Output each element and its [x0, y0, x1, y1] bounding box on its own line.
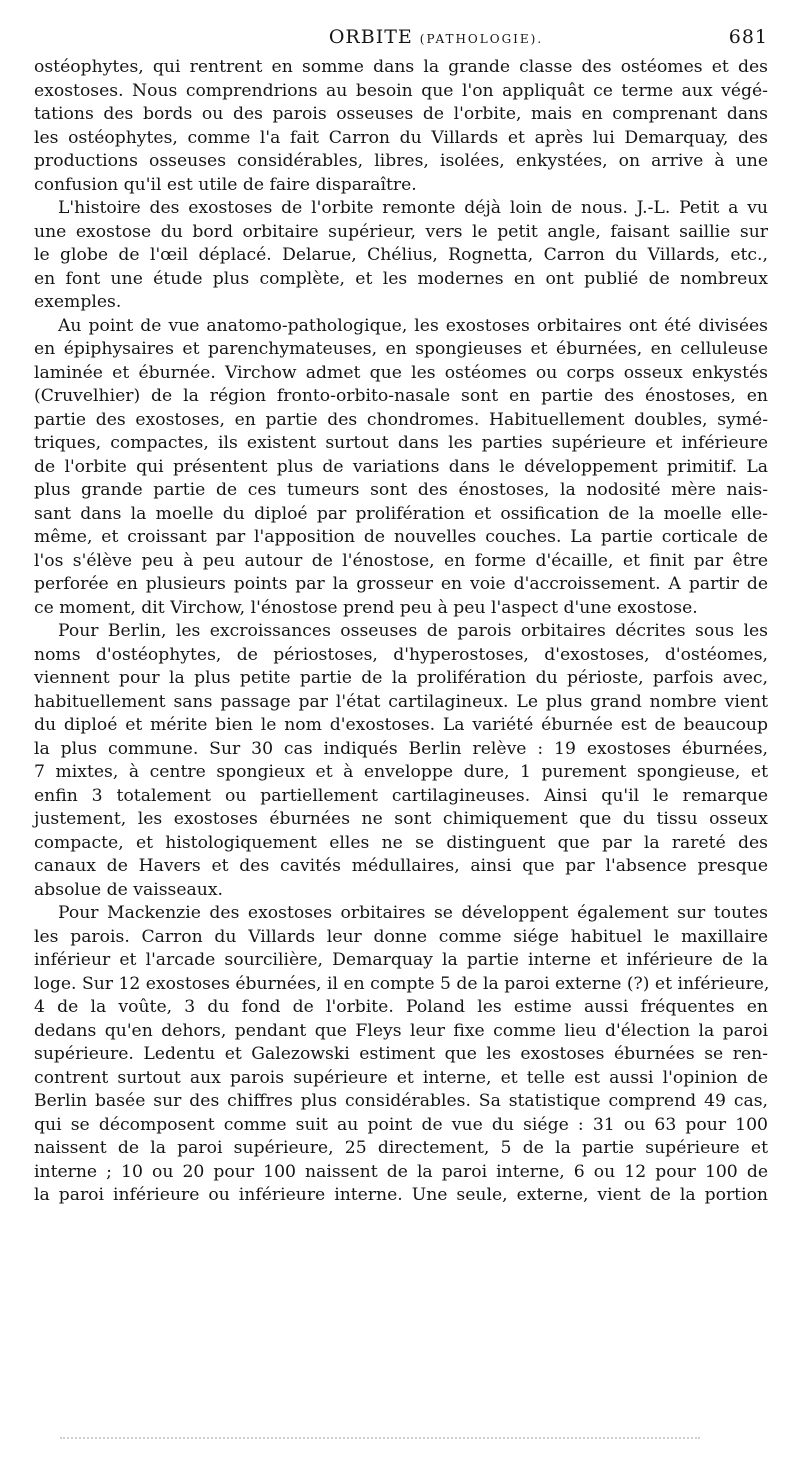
- text-line: inférieur et l'arcade sourcilière, Demarquay la partie interne et inférieure de la: [34, 950, 768, 970]
- text-line: Berlin basée sur des chiffres plus considérables. Sa statistique comprend 49 cas,: [34, 1091, 768, 1111]
- text-line: exemples.: [34, 292, 122, 312]
- text-line: de l'orbite qui présentent plus de variations dans le développement primitif. La: [34, 456, 768, 477]
- text-line: supérieure. Ledentu et Galezowski estiment que les exostoses éburnées se ren-: [34, 1044, 768, 1064]
- text-line: ostéophytes, qui rentrent en somme dans la grande classe des ostéomes et des: [34, 57, 768, 77]
- bottom-margin-specks: [60, 1437, 700, 1442]
- text-line: habituellement sans passage par l'état cartilagineux. Le plus grand nombre vient: [34, 691, 768, 712]
- text-line: loge. Sur 12 exostoses éburnées, il en compte 5 de la paroi externe (?) et inférieure,: [34, 973, 770, 994]
- running-title: [34, 26, 768, 48]
- paragraph-first-line: Pour Berlin, les excroissances osseuses de parois orbitaires décrites sous les: [58, 621, 768, 641]
- text-line: laminée et éburnée. Virchow admet que les ostéomes ou corps osseux enkystés: [34, 362, 768, 383]
- text-line: noms d'ostéophytes, de périostoses, d'hyperostoses, d'exostoses, d'ostéomes,: [34, 644, 768, 665]
- text-line: les parois. Carron du Villards leur donne comme siége habituel le maxillaire: [34, 926, 768, 947]
- text-line: la plus commune. Sur 30 cas indiqués Berlin relève : 19 exostoses éburnées,: [34, 738, 768, 759]
- text-line: ce moment, dit Virchow, l'énostose prend peu à peu l'aspect d'une exostose.: [34, 597, 698, 618]
- text-line: même, et croissant par l'apposition de nouvelles couches. La partie corticale de: [34, 527, 768, 547]
- page-number: 681: [728, 26, 768, 48]
- text-line: du diploé et mérite bien le nom d'exostoses. La variété éburnée est de beaucoup: [34, 715, 768, 735]
- text-line: dedans qu'en dehors, pendant que Fleys leur fixe comme lieu d'élection la paroi: [34, 1020, 768, 1041]
- text-line: 4 de la voûte, 3 du fond de l'orbite. Poland les estime aussi fréquentes en: [34, 997, 768, 1017]
- text-line: triques, compactes, ils existent surtout dans les parties supérieure et inférieure: [34, 433, 768, 453]
- text-line: absolue de vaisseaux.: [34, 879, 223, 900]
- text-line: les ostéophytes, comme l'a fait Carron du Villards et après lui Demarquay, des: [34, 127, 768, 148]
- text-line: une exostose du bord orbitaire supérieur, vers le petit angle, faisant saillie sur: [34, 221, 768, 242]
- text-line: 7 mixtes, à centre spongieux et à enveloppe dure, 1 purement spongieuse, et: [34, 762, 768, 782]
- text-line: viennent pour la plus petite partie de la prolifération du périoste, parfois avec,: [34, 668, 768, 688]
- chapter-title: ORBITE: [328, 26, 413, 48]
- text-line: plus grande partie de ces tumeurs sont des énostoses, la nodosité mère nais-: [34, 480, 768, 500]
- text-line: exostoses. Nous comprendrions au besoin que l'on appliquât ce terme aux végé-: [34, 80, 768, 101]
- paragraph-first-line: L'histoire des exostoses de l'orbite remonte déjà loin de nous. J.-L. Petit a vu: [58, 198, 768, 218]
- text-line: confusion qu'il est utile de faire disparaître.: [34, 174, 417, 195]
- text-line: compacte, et histologiquement elles ne se distinguent que par la rareté des: [34, 832, 768, 853]
- text-line: partie des exostoses, en partie des chondromes. Habituellement doubles, symé-: [34, 409, 768, 430]
- text-line: (Cruvelhier) de la région fronto-orbito-nasale sont en partie des énostoses, en: [34, 386, 768, 406]
- text-line: justement, les exostoses éburnées ne sont chimiquement que du tissu osseux: [34, 809, 768, 829]
- text-line: contrent surtout aux parois supérieure et interne, et telle est aussi l'opinion de: [34, 1067, 768, 1088]
- chapter-subtitle: (PATHOLOGIE).: [419, 32, 544, 46]
- text-line: interne ; 10 ou 20 pour 100 naissent de la paroi interne, 6 ou 12 pour 100 de: [34, 1161, 768, 1182]
- text-line: en épiphysaires et parenchymateuses, en spongieuses et éburnées, en celluleuse: [34, 339, 768, 359]
- text-line: l'os s'élève peu à peu autour de l'énostose, en forme d'écaille, et finit par être: [34, 550, 768, 571]
- paragraph-first-line: Au point de vue anatomo-pathologique, les exostoses orbitaires ont été divisées: [58, 315, 768, 336]
- text-line: sant dans la moelle du diploé par prolifération et ossification de la moelle elle-: [34, 503, 768, 524]
- paragraph-first-line: Pour Mackenzie des exostoses orbitaires se développent également sur toutes: [58, 903, 768, 923]
- text-line: naissent de la paroi supérieure, 25 directement, 5 de la partie supérieure et: [34, 1138, 768, 1158]
- text-line: la paroi inférieure ou inférieure interne. Une seule, externe, vient de la portion: [34, 1185, 768, 1205]
- running-header: [34, 26, 768, 56]
- text-line: tations des bords ou des parois osseuses de l'orbite, mais en comprenant dans: [34, 104, 768, 124]
- body-text: [34, 56, 768, 1208]
- text-line: productions osseuses considérables, libres, isolées, enkystées, on arrive à une: [34, 151, 768, 171]
- text-line: en font une étude plus complète, et les modernes en ont publié de nombreux: [34, 268, 768, 289]
- text-line: enfin 3 totalement ou partiellement cartilagineuses. Ainsi qu'il le remarque: [34, 785, 768, 806]
- text-line: canaux de Havers et des cavités médullaires, ainsi que par l'absence presque: [34, 856, 768, 876]
- text-line: qui se décomposent comme suit au point de vue du siége : 31 ou 63 pour 100: [34, 1114, 768, 1135]
- text-line: le globe de l'œil déplacé. Delarue, Chélius, Rognetta, Carron du Villards, etc.,: [34, 245, 768, 265]
- text-line: perforée en plusieurs points par la grosseur en voie d'accroissement. A partir de: [34, 574, 768, 594]
- book-page: [34, 26, 768, 1208]
